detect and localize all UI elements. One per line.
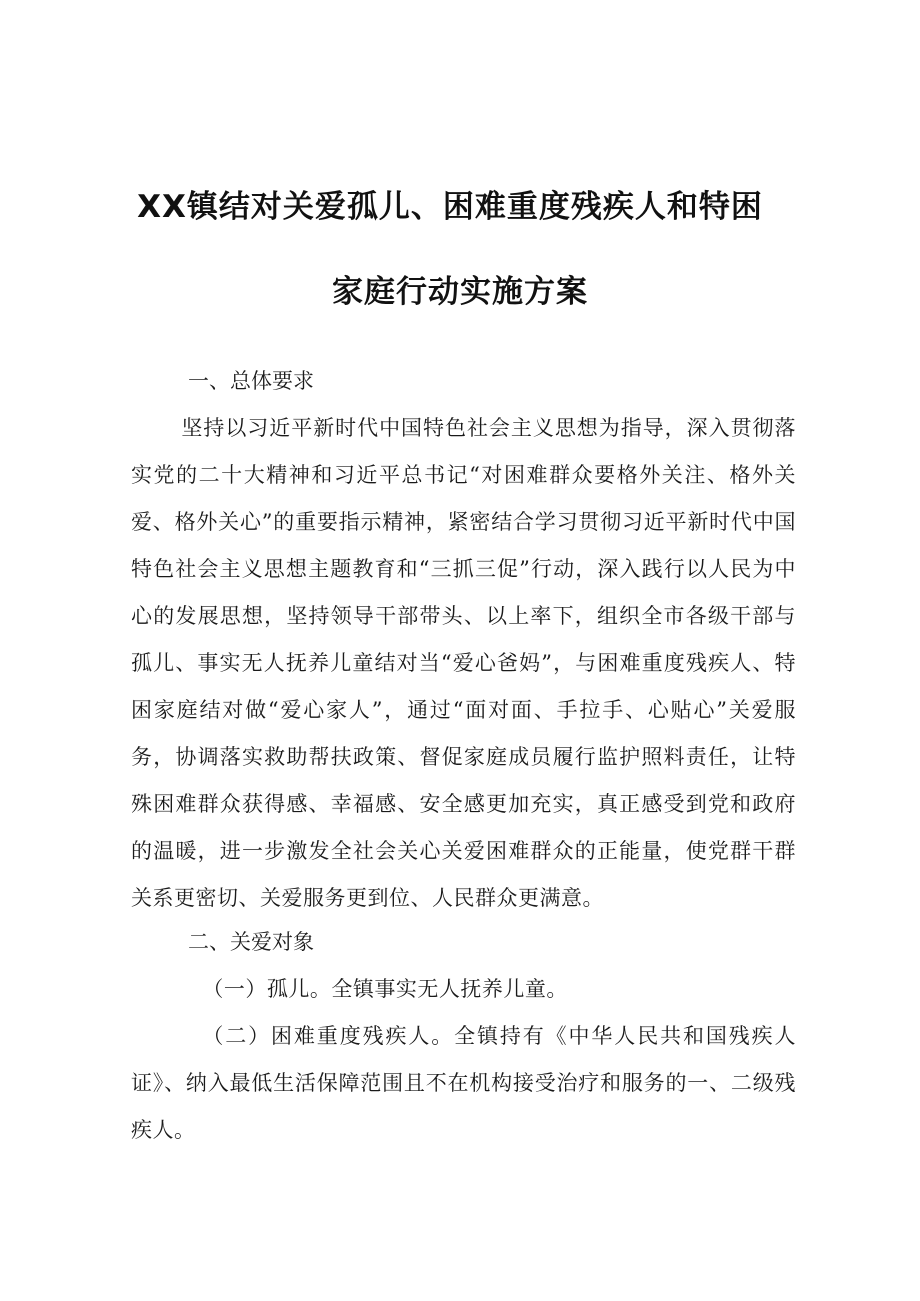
section-2-item-1: （一）孤儿。全镇事实无人抚养儿童。 (202, 977, 568, 1001)
document-title-line-1: XX镇结对关爱孤儿、困难重度残疾人和特困 (137, 189, 763, 225)
document-title-line-2: 家庭行动实施方案 (332, 274, 588, 310)
section-2-item-2: （二）困难重度残疾人。全镇持有《中华人民共和国残疾人证》、纳入最低生活保障范围且不在机构接受治疗和服务的一、二级残疾人。 (131, 1024, 796, 1142)
section-1-heading: 一、总体要求 (188, 369, 314, 393)
section-2-heading: 二、关爱对象 (188, 930, 314, 954)
section-1-paragraph: 坚持以习近平新时代中国特色社会主义思想为指导，深入贯彻落实党的二十大精神和习近平总书记“对困难群众要格外关注、格外关爱、格外关心”的重要指示精神，紧密结合学习贯彻习近平新时代中国特色社会主义思想主题教育和“三抓三促”行动，深入践行以人民为中心的发展思想，坚持领导干部带头、以上率下，组织全市各级干部与孤儿、事实无人抚养儿童结对当“爱心爸妈”，与困难重度残疾人、特困家庭结对做“爱心家人”，通过“面对面、手拉手、心贴心”关爱服务，协调落实救助帮扶政策、督促家庭成员履行监护照料责任，让特殊困难群众获得感、幸福感、安全感更加充实，真正感受到党和政府的温暖，进一步激发全社会关心关爱困难群众的正能量，使党群干群关系更密切、关爱服务更到位、人民群众更满意。 (131, 416, 796, 910)
